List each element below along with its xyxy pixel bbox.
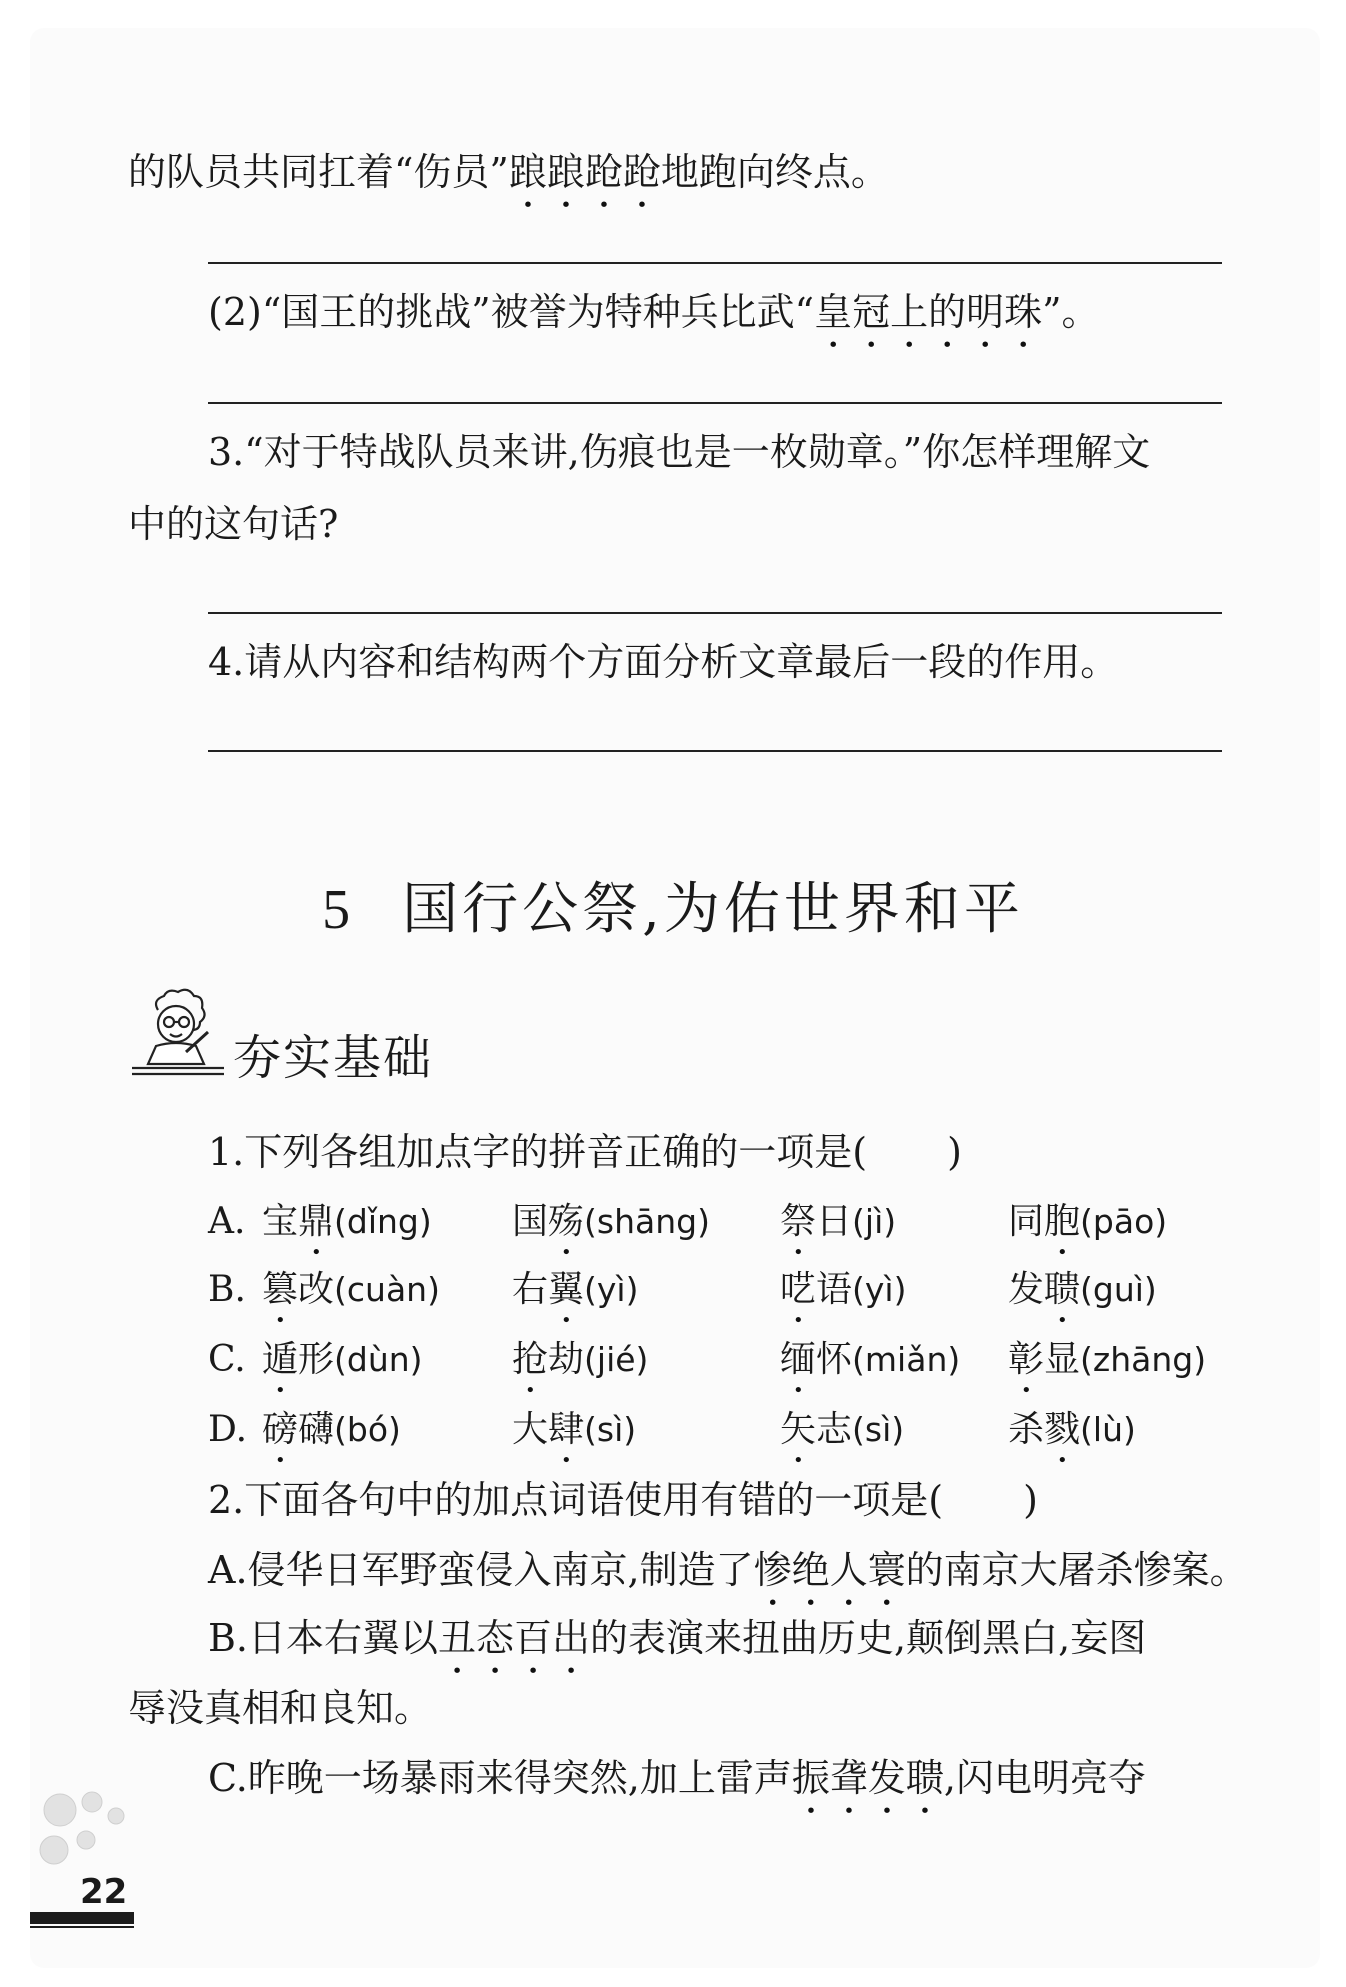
char: 礴: [298, 1409, 335, 1450]
char: 显: [1044, 1339, 1081, 1380]
option-word: [262, 1266, 440, 1331]
option-word: [512, 1198, 710, 1263]
question-3-line2: 中的这句话?: [128, 502, 339, 546]
student-writing-icon: [128, 988, 230, 1088]
text-line-continuation: [128, 148, 889, 216]
option-word: [1008, 1266, 1157, 1331]
char: 改: [298, 1269, 335, 1310]
pinyin: (sì): [852, 1410, 905, 1449]
dotted-char: 肆: [548, 1409, 585, 1450]
answer-line[interactable]: [208, 262, 1222, 264]
pinyin: (bó): [334, 1410, 401, 1449]
pinyin: (yì): [852, 1270, 907, 1309]
dotted-char: 翼: [548, 1269, 585, 1310]
option-letter[interactable]: C.: [208, 1339, 246, 1380]
option-letter[interactable]: A.: [208, 1201, 246, 1242]
char: 大: [512, 1409, 549, 1450]
dotted-char: 遁: [262, 1339, 299, 1380]
mc2-option-b-line2: 辱没真相和良知。: [128, 1686, 433, 1730]
text-segment: ”。: [1042, 290, 1100, 334]
option-word: [262, 1198, 432, 1263]
pinyin: (shāng): [584, 1202, 710, 1241]
question-stem: 1.下列各组加点字的拼音正确的一项是(: [208, 1130, 868, 1174]
char: 形: [298, 1339, 335, 1380]
pinyin: (dùn): [334, 1340, 423, 1379]
paren-close: ): [1023, 1478, 1038, 1522]
question-3-line1: 3.“对于特战队员来讲,伤痕也是一枚勋章。”你怎样理解文: [208, 430, 1151, 474]
mc-question-2: [208, 1476, 1038, 1524]
dotted-char: 祭: [780, 1201, 817, 1242]
option-word: [780, 1336, 960, 1401]
option-word: [262, 1406, 401, 1471]
page-number: 22: [80, 1872, 128, 1912]
option-word: [1008, 1198, 1167, 1263]
chapter-title: 国行公祭,为佑世界和平: [402, 877, 1024, 942]
pinyin: (guì): [1080, 1270, 1157, 1309]
dotted-word: 踉踉跄跄: [508, 150, 661, 194]
option-word: [512, 1266, 638, 1331]
chapter-number: 5: [322, 879, 355, 941]
option-letter[interactable]: B.: [208, 1269, 246, 1310]
question-stem: 2.下面各句中的加点词语使用有错的一项是(: [208, 1478, 944, 1522]
pinyin: (miǎn): [852, 1340, 961, 1379]
char: 日: [816, 1201, 853, 1242]
char: 语: [816, 1269, 853, 1310]
pinyin: (lù): [1080, 1410, 1136, 1449]
option-word: [512, 1336, 648, 1401]
dotted-char: 胞: [1044, 1201, 1081, 1242]
dotted-word: 丑态百出: [438, 1616, 591, 1660]
pinyin: (pāo): [1080, 1202, 1168, 1241]
char: 怀: [816, 1339, 853, 1380]
char: 发: [1008, 1269, 1045, 1310]
text-segment: 的南京大屠杀惨案。: [905, 1548, 1248, 1592]
dotted-char: 彰: [1008, 1339, 1045, 1380]
dotted-word: 振聋发聩: [791, 1756, 944, 1800]
char: 同: [1008, 1201, 1045, 1242]
text-segment: 的表演来扭曲历史,颠倒黑白,妄图: [590, 1616, 1147, 1660]
char: 国: [512, 1201, 549, 1242]
char: 劫: [548, 1339, 585, 1380]
text-segment: 地跑向终点。: [660, 150, 889, 194]
section-title: 夯实基础: [233, 1030, 434, 1086]
dotted-char: 篡: [262, 1269, 299, 1310]
pinyin: (sì): [584, 1410, 637, 1449]
mc2-option-a[interactable]: [208, 1546, 1248, 1614]
option-word: [262, 1336, 423, 1401]
chapter-heading: [0, 875, 1346, 945]
dotted-char: 呓: [780, 1269, 817, 1310]
pinyin: (jié): [584, 1340, 649, 1379]
mc2-option-b[interactable]: [208, 1614, 1146, 1682]
question-2-sub: [208, 288, 1100, 356]
option-word: [512, 1406, 636, 1471]
option-word: [780, 1406, 904, 1471]
answer-line[interactable]: [208, 612, 1222, 614]
dotted-char: 殇: [548, 1201, 585, 1242]
dotted-char: 鼎: [298, 1201, 335, 1242]
text-segment: (2)“国王的挑战”被誉为特种兵比武“: [208, 290, 815, 334]
dotted-char: 戮: [1044, 1409, 1081, 1450]
text-segment: A.侵华日军野蛮侵入南京,制造了: [208, 1548, 754, 1592]
option-word: [780, 1266, 906, 1331]
dotted-word: 皇冠上的明珠: [814, 290, 1043, 334]
char: 杀: [1008, 1409, 1045, 1450]
char: 右: [512, 1269, 549, 1310]
pinyin: (zhāng): [1080, 1340, 1207, 1379]
question-4: 4.请从内容和结构两个方面分析文章最后一段的作用。: [208, 640, 1119, 684]
dotted-char: 磅: [262, 1409, 299, 1450]
footer-bar: [30, 1912, 134, 1924]
char: 宝: [262, 1201, 299, 1242]
text-segment: ,闪电明亮夺: [943, 1756, 1146, 1800]
option-word: [1008, 1406, 1136, 1471]
dotted-char: 聩: [1044, 1269, 1081, 1310]
dotted-char: 矢: [780, 1409, 817, 1450]
text-segment: C.昨晚一场暴雨来得突然,加上雷声: [208, 1756, 792, 1800]
option-word: [780, 1198, 896, 1263]
dotted-char: 缅: [780, 1339, 817, 1380]
pinyin: (cuàn): [334, 1270, 440, 1309]
char: 志: [816, 1409, 853, 1450]
mc2-option-c[interactable]: [208, 1754, 1146, 1822]
option-word: [1008, 1336, 1206, 1401]
answer-line[interactable]: [208, 402, 1222, 404]
footer-rule: [30, 1926, 134, 1928]
dotted-char: 抢: [512, 1339, 549, 1380]
pinyin: (dǐng): [334, 1202, 432, 1241]
paren-close: ): [947, 1130, 962, 1174]
text-segment: B.日本右翼以: [208, 1616, 439, 1660]
pinyin: (yì): [584, 1270, 639, 1309]
option-letter[interactable]: D.: [208, 1409, 248, 1450]
mc-question-1: [208, 1128, 962, 1176]
answer-line[interactable]: [208, 750, 1222, 752]
pinyin: (jì): [852, 1202, 897, 1241]
text-segment: 的队员共同扛着“伤员”: [128, 150, 509, 194]
dotted-word: 惨绝人寰: [753, 1548, 906, 1592]
